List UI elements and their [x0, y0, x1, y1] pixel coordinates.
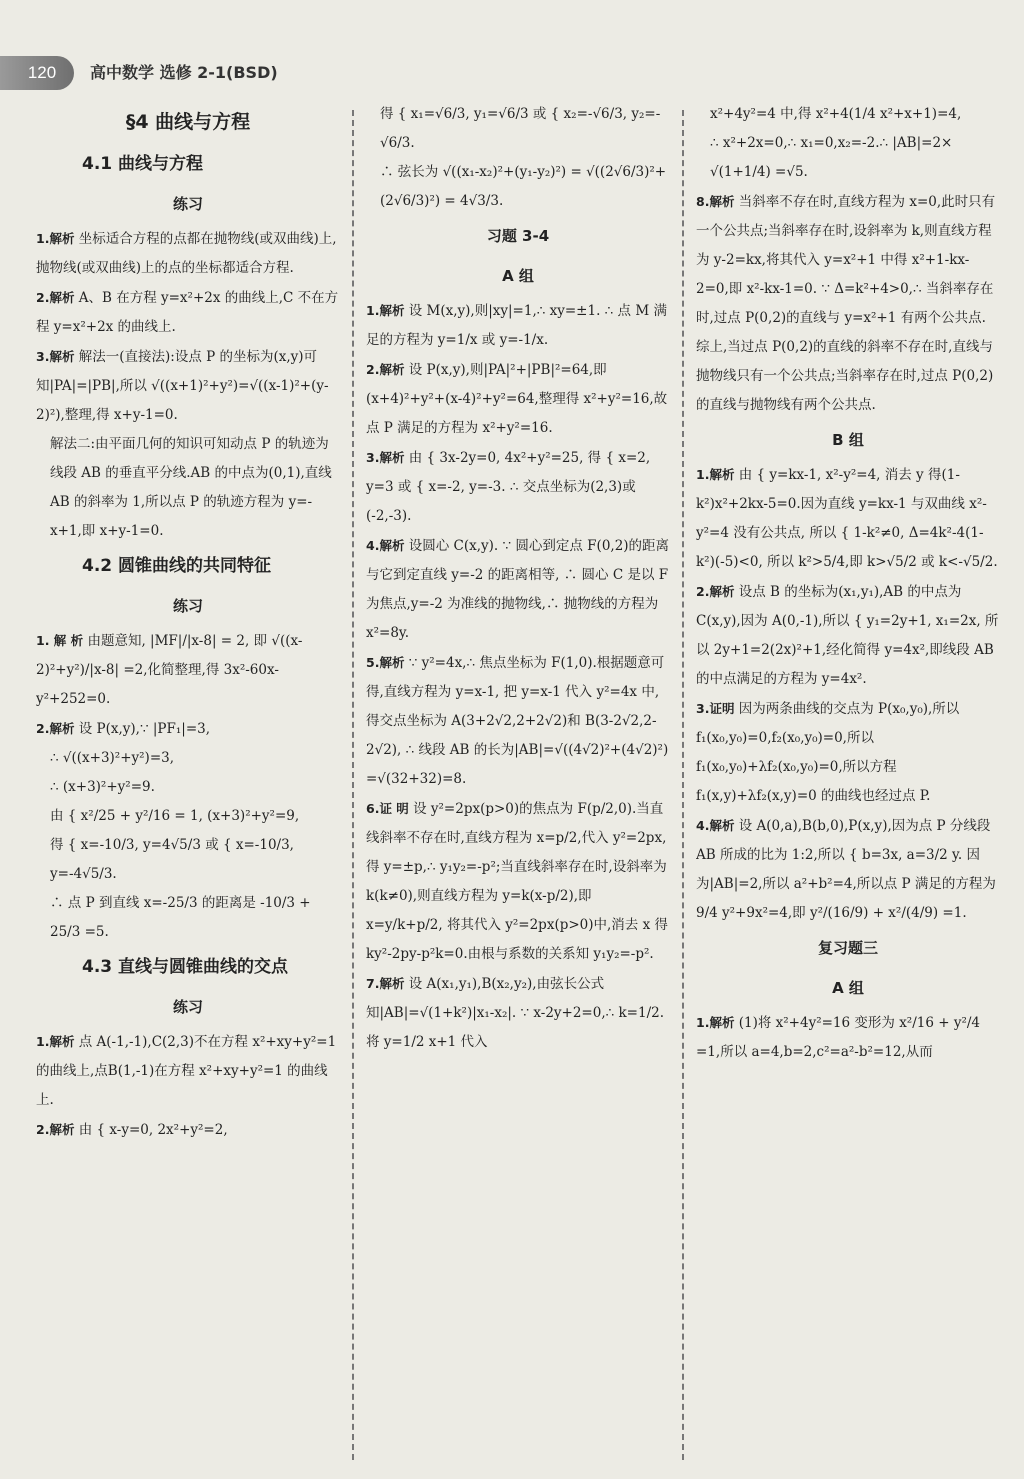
item-text: 由 { 3x-2y=0, 4x²+y²=25, 得 { x=2, y=3 或 { x=-2, y=-3. ∴ 交点坐标为(2,3)或(-2,-3).	[366, 450, 651, 524]
answer-item	[36, 1115, 340, 1145]
column-middle	[366, 100, 670, 1460]
item-text: 设 P(x,y),∵ |PF₁|=3,	[74, 721, 211, 737]
group-title: A 组	[832, 979, 864, 997]
page-header	[0, 56, 1024, 90]
answer-item	[366, 531, 670, 648]
section-title: 复习题三	[817, 939, 878, 957]
item-tag: 2.解析	[696, 584, 735, 599]
item-tag: 1.解析	[36, 1034, 75, 1049]
item-text: 解法一(直接法):设点 P 的坐标为(x,y)可知|PA|=|PB|,所以 √((x+1)²+y²)=√((x-1)²+(y-2)²),整理,得 x+y-1=0.	[36, 349, 329, 423]
answer-item	[366, 443, 670, 531]
item-text: 设 y²=2px(p>0)的焦点为 F(p/2,0).当直线斜率不存在时,直线方程为 x=p/2,代入 y²=2px,得 y=±p,∴ y₁y₂=-p²;当直线斜率存在时,设斜率为 k(k≠0),则直线方程为 y=k(x-p/2),即 x=y/k+p/2, 将其代入 y²=2px(p>0)中,消去 x 得 ky²-2py-p²k=0.由根与系数的关系知 y₁y₂=-p².	[366, 801, 669, 962]
item-tag: 4.解析	[366, 538, 405, 553]
answer-item	[696, 1008, 1000, 1067]
answer-item	[696, 187, 1000, 420]
math-line: ∴ (x+3)²+y²=9.	[50, 779, 155, 795]
page-number: 120	[0, 56, 74, 90]
answer-item	[36, 224, 340, 283]
subsection-title: 4.3 直线与圆锥曲线的交点	[82, 957, 289, 977]
group-title: 练习	[172, 597, 203, 615]
answer-item	[366, 794, 670, 969]
item-tag: 6.证 明	[366, 801, 409, 816]
item-tag: 3.解析	[36, 349, 75, 364]
item-text: 设 A(0,a),B(b,0),P(x,y),因为点 P 分线段 AB 所成的比为 1:2,所以 { b=3x, a=3/2 y. 因为|AB|=2,所以 a²+b²=4,所以点 P 满足的方程为 9/4 y²+9x²=4,即 y²/(16/9) + x²/(4/9) =1.	[696, 818, 996, 921]
column-right	[696, 100, 1000, 1460]
item-tag: 2.解析	[36, 290, 75, 305]
math-line: x²+4y²=4 中,得 x²+4(1/4 x²+x+1)=4,	[710, 106, 962, 122]
item-tag: 2.解析	[366, 362, 405, 377]
column-left	[36, 100, 340, 1460]
answer-item	[36, 1027, 340, 1115]
answer-item	[696, 811, 1000, 928]
item-tag: 7.解析	[366, 976, 405, 991]
group-title: B 组	[832, 431, 864, 449]
item-tag: 1. 解 析	[36, 633, 84, 648]
item-text: ∵ y²=4x,∴ 焦点坐标为 F(1,0).根据题意可得,直线方程为 y=x-1, 把 y=x-1 代入 y²=4x 中,得交点坐标为 A(3+2√2,2+2√2)和 B(3-2√2,2-2√2), ∴ 线段 AB 的长为|AB|=√((4√2)²+(4√2)²) =√(32+32)=8.	[366, 655, 669, 787]
item-text: 点 A(-1,-1),C(2,3)不在方程 x²+xy+y²=1 的曲线上,点B(1,-1)在方程 x²+xy+y²=1 的曲线上.	[36, 1034, 337, 1108]
item-tag: 4.解析	[696, 818, 735, 833]
group-title: A 组	[502, 267, 534, 285]
math-line: ∴ √((x+3)²+y²)=3,	[50, 750, 175, 766]
answer-item	[366, 355, 670, 443]
item-tag: 2.解析	[36, 721, 75, 736]
answer-item	[696, 460, 1000, 577]
item-text: (1)将 x²+4y²=16 变形为 x²/16 + y²/4 =1,所以 a=4,b=2,c²=a²-b²=12,从而	[696, 1015, 981, 1060]
answer-item	[366, 969, 670, 1057]
item-text: 由 { x-y=0, 2x²+y²=2,	[74, 1122, 228, 1138]
answer-item	[36, 283, 340, 342]
group-title: 练习	[172, 195, 203, 213]
book-title: 高中数学 选修 2-1(BSD)	[90, 63, 278, 82]
subsection-title: 4.2 圆锥曲线的共同特征	[82, 556, 272, 576]
item-tag: 5.解析	[366, 655, 405, 670]
column-divider	[682, 110, 684, 1460]
math-line: ∴ 点 P 到直线 x=-25/3 的距离是 -10/3 + 25/3 =5.	[50, 895, 311, 940]
item-text: 解法二:由平面几何的知识可知动点 P 的轨迹为线段 AB 的垂直平分线.AB 的中点为(0,1),直线 AB 的斜率为 1,所以点 P 的轨迹方程为 y=-x+1,即 x+y-1=0.	[50, 436, 332, 539]
answer-item	[36, 342, 340, 430]
math-line: ∴ x²+2x=0,∴ x₁=0,x₂=-2.∴ |AB|=2× √(1+1/4) =√5.	[710, 135, 953, 180]
answer-item	[696, 694, 1000, 811]
column-divider	[352, 110, 354, 1460]
answer-item	[36, 714, 340, 744]
math-line: 由 { x²/25 + y²/16 = 1, (x+3)²+y²=9,	[50, 808, 300, 824]
group-title: 练习	[172, 998, 203, 1016]
answer-item	[696, 577, 1000, 694]
item-tag: 8.解析	[696, 194, 735, 209]
math-line: ∴ 弦长为 √((x₁-x₂)²+(y₁-y₂)²) = √((2√6/3)²+(2√6/3)²) = 4√3/3.	[380, 164, 667, 209]
item-text: 设 M(x,y),则|xy|=1,∴ xy=±1. ∴ 点 M 满足的方程为 y=1/x 或 y=-1/x.	[366, 303, 667, 348]
section-title: 习题 3-4	[486, 227, 550, 245]
item-text: 设 A(x₁,y₁),B(x₂,y₂),由弦长公式知|AB|=√(1+k²)|x₁-x₂|. ∵ x-2y+2=0,∴ k=1/2.将 y=1/2 x+1 代入	[366, 976, 665, 1050]
item-text: A、B 在方程 y=x²+2x 的曲线上,C 不在方程 y=x²+2x 的曲线上.	[36, 290, 339, 335]
item-tag: 1.解析	[696, 1015, 735, 1030]
section-title: §4 曲线与方程	[125, 111, 251, 133]
item-text: 设点 B 的坐标为(x₁,y₁),AB 的中点为 C(x,y),因为 A(0,-1),所以 { y₁=2y+1, x₁=2x, 所以 2y+1=2(2x)²+1,经化简得 y=4x²,即线段 AB 的中点满足的方程为 y=4x².	[696, 584, 999, 687]
answer-item	[366, 296, 670, 355]
item-text: 设 P(x,y),则|PA|²+|PB|²=64,即(x+4)²+y²+(x-4)²+y²=64,整理得 x²+y²=16,故点 P 满足的方程为 x²+y²=16.	[366, 362, 668, 436]
item-text: 设圆心 C(x,y). ∵ 圆心到定点 F(0,2)的距离与它到定直线 y=-2 的距离相等, ∴ 圆心 C 是以 F 为焦点,y=-2 为准线的抛物线,∴ 抛物线的方程为 x²=8y.	[366, 538, 670, 641]
item-tag: 3.解析	[366, 450, 405, 465]
item-text: 由 { y=kx-1, x²-y²=4, 消去 y 得(1-k²)x²+2kx-5=0.因为直线 y=kx-1 与双曲线 x²-y²=4 没有公共点, 所以 { 1-k²≠0, Δ=4k²-4(1-k²)(-5)<0, 所以 k²>5/4,即 k>√5/2 或 k<-√5/2.	[696, 467, 998, 570]
item-text: 由题意知, |MF|/|x-8| = 2, 即 √((x-2)²+y²)/|x-8| =2,化简整理,得 3x²-60x-y²+252=0.	[36, 633, 303, 707]
item-tag: 1.解析	[36, 231, 75, 246]
item-text: 因为两条曲线的交点为 P(x₀,y₀),所以 f₁(x₀,y₀)=0,f₂(x₀,y₀)=0,所以 f₁(x₀,y₀)+λf₂(x₀,y₀)=0,所以方程 f₁(x,y)+λf₂(x,y)=0 的曲线也经过点 P.	[696, 701, 960, 804]
item-tag: 1.解析	[696, 467, 735, 482]
answer-item	[366, 648, 670, 794]
math-line: 得 { x=-10/3, y=4√5/3 或 { x=-10/3, y=-4√5/3.	[50, 837, 294, 882]
subsection-title: 4.1 曲线与方程	[82, 154, 204, 174]
item-text: 当斜率不存在时,直线方程为 x=0,此时只有一个公共点;当斜率存在时,设斜率为 k,则直线方程为 y-2=kx,将其代入 y=x²+1 中得 x²+1-kx-2=0,即 x²-kx-1=0. ∵ Δ=k²+4>0,∴ 当斜率存在时,过点 P(0,2)的直线与 y=x²+1 有两个公共点. 综上,当过点 P(0,2)的直线的斜率不存在时,直线与抛物线只有一个公共点;当斜率存在时,过点 P(0,2)的直线与抛物线有两个公共点.	[696, 194, 996, 413]
item-tag: 1.解析	[366, 303, 405, 318]
item-tag: 3.证明	[696, 701, 735, 716]
math-line: 得 { x₁=√6/3, y₁=√6/3 或 { x₂=-√6/3, y₂=-√6/3.	[380, 106, 661, 151]
answer-item	[36, 626, 340, 714]
item-text: 坐标适合方程的点都在抛物线(或双曲线)上,抛物线(或双曲线)上的点的坐标都适合方程.	[36, 231, 337, 276]
item-tag: 2.解析	[36, 1122, 75, 1137]
